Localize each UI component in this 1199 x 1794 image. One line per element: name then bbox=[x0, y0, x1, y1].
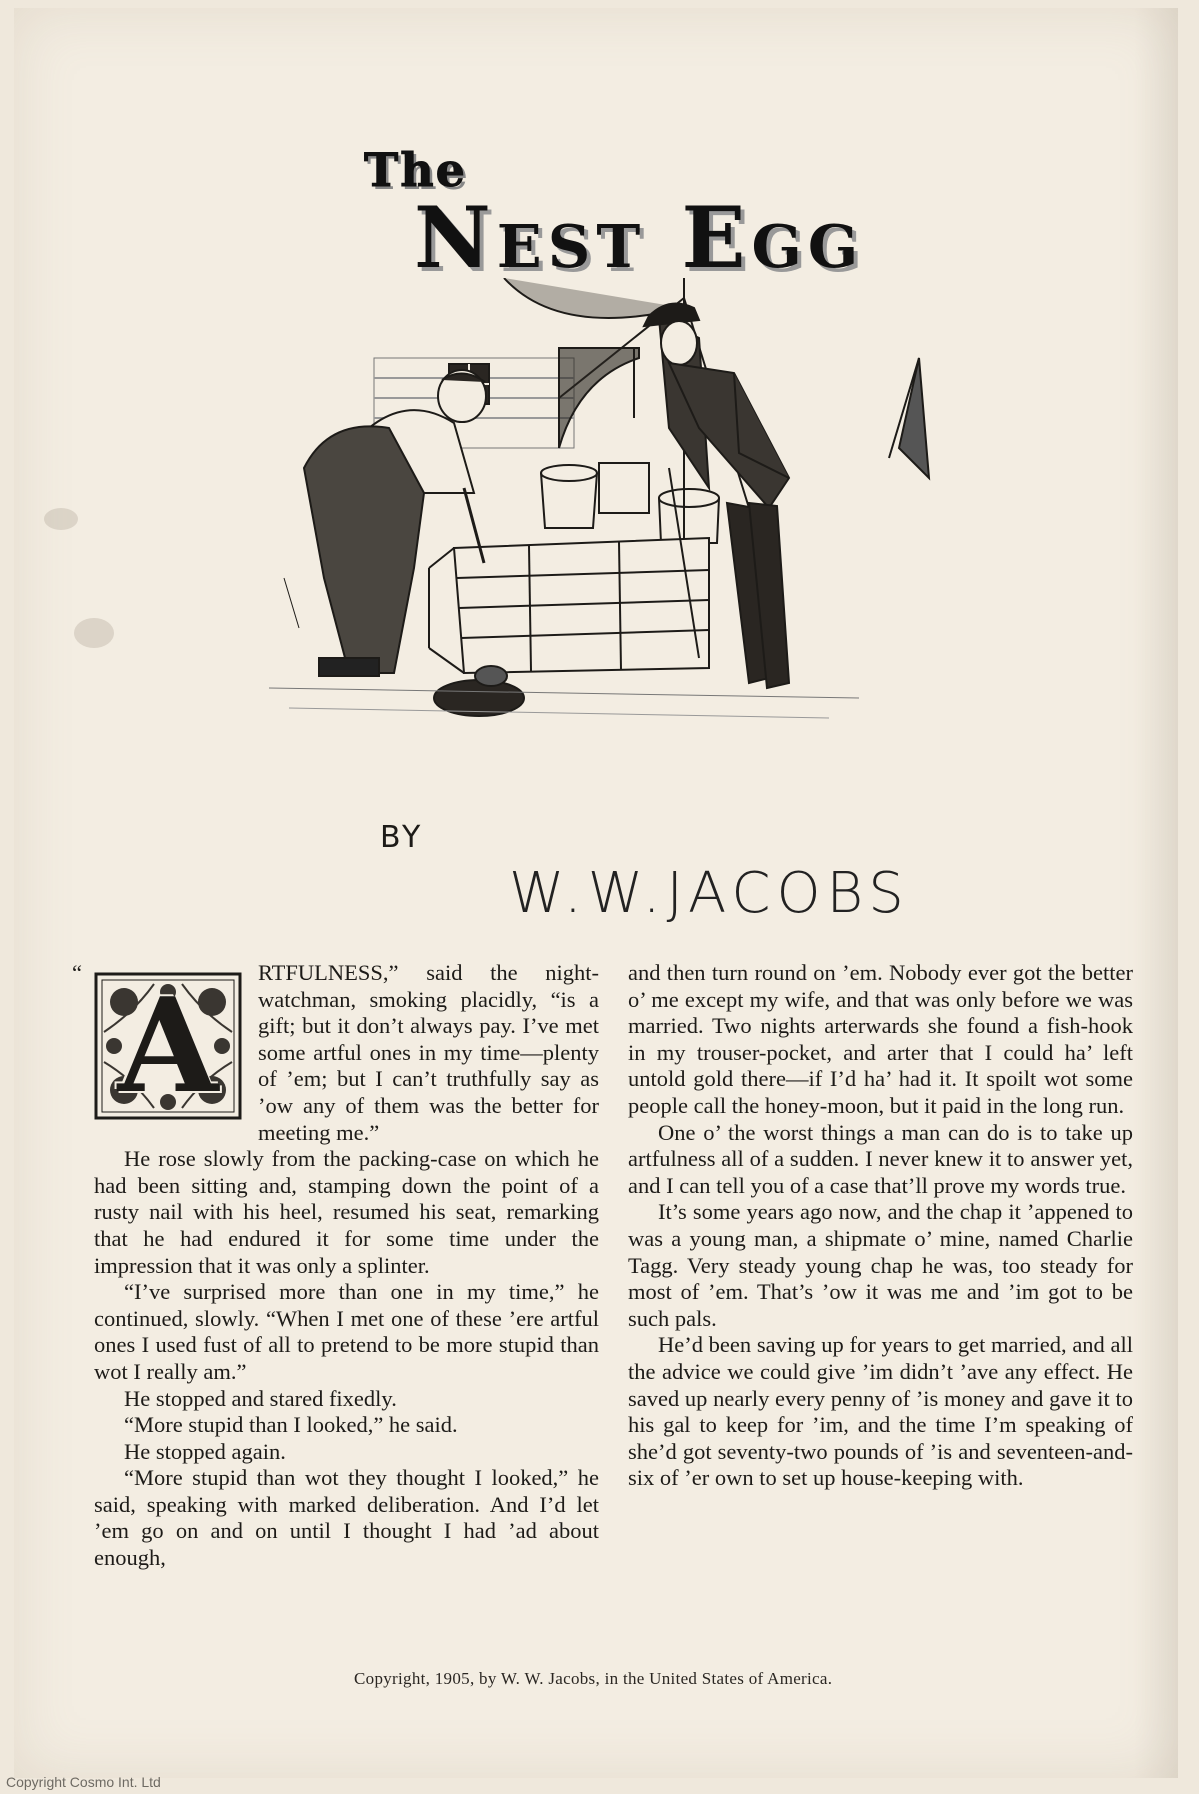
drop-cap-letter: A bbox=[117, 969, 219, 1122]
paragraph: “I’ve surprised more than one in my time,” he continued, slowly. “When I met one of these ’ere artful ones I used fust of all to pretend to be more stupid than wot I really am.” bbox=[94, 1279, 599, 1384]
byline-by: BY bbox=[380, 820, 424, 855]
title-prefix: The bbox=[364, 143, 467, 197]
magazine-page bbox=[14, 8, 1178, 1778]
paragraph: He stopped again. bbox=[124, 1438, 286, 1464]
paragraph: “More stupid than wot they thought I looked,” he said, speaking with marked deliberation. And I’d let ’em go on and on until I thought I had ’ad about enough, bbox=[94, 1465, 599, 1571]
text-column-right bbox=[628, 960, 1133, 1492]
paragraph: “More stupid than I looked,” he said. bbox=[124, 1412, 458, 1438]
first-paragraph-text: RTFULNESS,” said the night-watchman, smoking placidly, “is a gift; but it don’t always pay. I’ve met some artful ones in my time—plenty of ’em; but I can’t truthfully say as ’ow any of them was the better for meeting me.” bbox=[258, 960, 599, 1145]
page-edge-shadow bbox=[1134, 8, 1178, 1778]
drop-cap bbox=[94, 969, 242, 1122]
paragraph: and then turn round on ’em. Nobody ever got the better o’ me except my wife, and that was only before we was married. Two nights arterwards she found a fish-hook in my trouser-pocket, and arter that I could ha’ left untold gold there—if I’d ha’ had it. It spoilt wot some people call the honey-moon, but it paid in the long run. bbox=[628, 960, 1133, 1118]
paper-stain bbox=[44, 508, 78, 530]
story-title: Nest Egg bbox=[414, 188, 865, 287]
byline-author: W.W.JACOBS bbox=[509, 861, 910, 926]
copyright-notice: Copyright, 1905, by W. W. Jacobs, in the United States of America. bbox=[354, 1669, 833, 1688]
opening-quote: “ bbox=[72, 960, 82, 985]
paragraph: He’d been saving up for years to get married, and all the advice we could give ’im didn’t ’ave any effect. He saved up nearly every penny of ’is money and gave it to his gal to keep for ’im, and the time I’m speaking of she’d got seventy-two pounds of ’is and seventeen-and-six of ’er own to set up house-keeping with. bbox=[628, 1332, 1133, 1491]
paragraph: It’s some years ago now, and the chap it ’appened to was a young man, a shipmate o’ mine, named Charlie Tagg. Very steady young chap he was, too steady for most of ’em. That’s ’ow it was me and ’im got to be such pals. bbox=[628, 1199, 1133, 1331]
story-illustration bbox=[229, 278, 989, 843]
paragraph: He stopped and stared fixedly. bbox=[124, 1385, 397, 1411]
paper-stain bbox=[74, 618, 114, 648]
watermark: Copyright Cosmo Int. Ltd bbox=[6, 1774, 161, 1790]
paragraph: He rose slowly from the packing-case on which he had been sitting and, stamping down the point of a rusty nail with his heel, resumed his seat, remarking that he had endured it for some time under the impression that it was only a splinter. bbox=[94, 1146, 599, 1278]
paragraph: One o’ the worst things a man can do is to take up artfulness all of a sudden. I never knew it to answer yet, and I can tell you of a case that’ll prove my words true. bbox=[628, 1119, 1133, 1198]
text-column-left bbox=[72, 960, 599, 1572]
night-watchman-scene-icon bbox=[229, 278, 989, 838]
paragraph bbox=[72, 960, 599, 1146]
